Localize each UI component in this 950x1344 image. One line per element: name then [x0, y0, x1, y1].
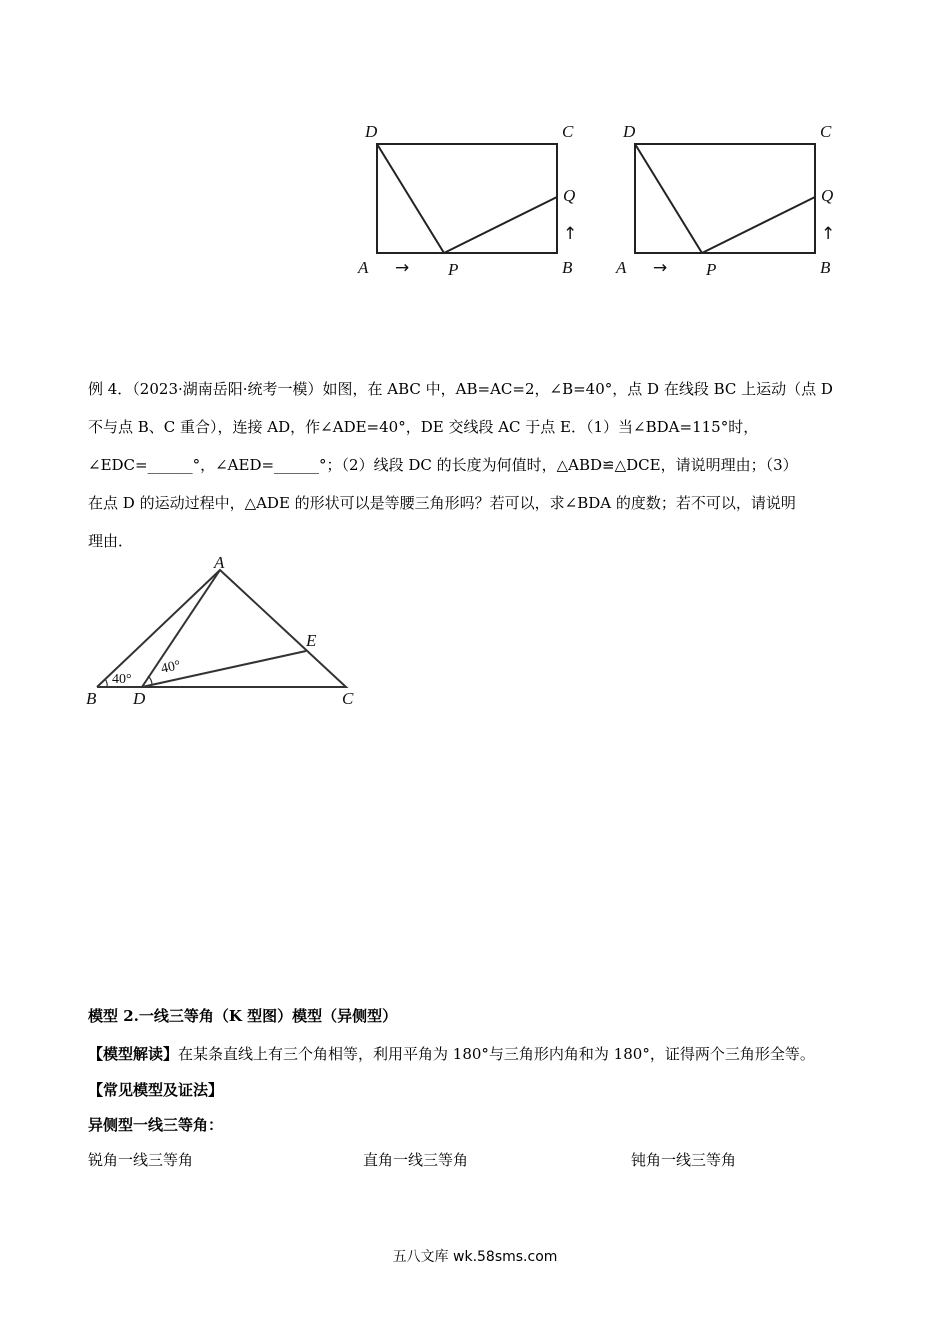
label-A: A	[358, 258, 369, 277]
arrow-right: →	[395, 258, 410, 278]
footer-watermark: 五八文库 wk.58sms.com	[392, 1249, 558, 1265]
case-right: 直角一线三等角	[363, 1151, 469, 1169]
rectangle-figure-2	[608, 115, 836, 285]
text-line: 例 4．（2023·湖南岳阳·统考一模）如图，在 ABC 中，AB=AC=2，∠B=40°，点 D 在线段 BC 上运动（点 D	[88, 380, 833, 398]
angle-arc-D	[148, 676, 152, 685]
arrow-up: ↑	[821, 224, 836, 244]
label-D: D	[133, 689, 146, 708]
label-P: P	[448, 260, 459, 279]
label-A: A	[616, 258, 627, 277]
angle-label-D: 40°	[159, 658, 183, 677]
angle-label-B: 40°	[112, 672, 132, 687]
label-B: B	[562, 258, 573, 277]
model-reading-label: 【模型解读】	[88, 1045, 179, 1063]
text-line: 不与点 B、C 重合），连接 AD，作∠ADE=40°，DE 交线段 AC 于点 E．（1）当∠BDA=115°时，	[88, 418, 759, 436]
model-reading	[88, 1043, 815, 1064]
arrow-up: ↑	[563, 224, 578, 244]
label-D: D	[623, 122, 636, 141]
segment-PQ	[702, 197, 815, 253]
model-2-title: 模型 2.一线三等角（K 型图）模型（异侧型）	[88, 1007, 398, 1025]
segment-DP	[635, 144, 702, 253]
text-line: 理由．	[88, 532, 134, 550]
label-P: P	[706, 260, 717, 279]
example-4-text	[88, 370, 868, 560]
label-C: C	[342, 689, 354, 708]
angle-arc-B	[105, 679, 107, 687]
text-line: ∠EDC=______°，∠AED=______°；（2）线段 DC 的长度为何值时，△ABD≌△DCE，请说明理由；（3）	[88, 456, 798, 474]
opposite-side-subheading: 异侧型一线三等角：	[88, 1116, 224, 1134]
label-A: A	[214, 553, 225, 572]
segment-DP	[377, 144, 444, 253]
rectangle	[377, 144, 557, 253]
label-D: D	[365, 122, 378, 141]
label-C: C	[562, 122, 574, 141]
case-obtuse: 钝角一线三等角	[631, 1151, 737, 1169]
label-B: B	[820, 258, 831, 277]
case-acute: 锐角一线三等角	[88, 1151, 194, 1169]
triangle-figure	[80, 555, 370, 715]
common-models-heading: 【常见模型及证法】	[88, 1081, 224, 1099]
arrow-right: →	[653, 258, 668, 278]
rectangle-figure-1	[350, 115, 578, 285]
text-line: 在点 D 的运动过程中，△ADE 的形状可以是等腰三角形吗？若可以，求∠BDA 的度数；若不可以，请说明	[88, 494, 796, 512]
rectangle	[635, 144, 815, 253]
label-B: B	[86, 689, 97, 708]
model-reading-text: 在某条直线上有三个角相等，利用平角为 180°与三角形内角和为 180°，证得两个三角形全等。	[178, 1045, 815, 1063]
segment-PQ	[444, 197, 557, 253]
label-Q: Q	[821, 186, 834, 205]
label-Q: Q	[563, 186, 576, 205]
label-E: E	[306, 631, 317, 650]
label-C: C	[820, 122, 832, 141]
